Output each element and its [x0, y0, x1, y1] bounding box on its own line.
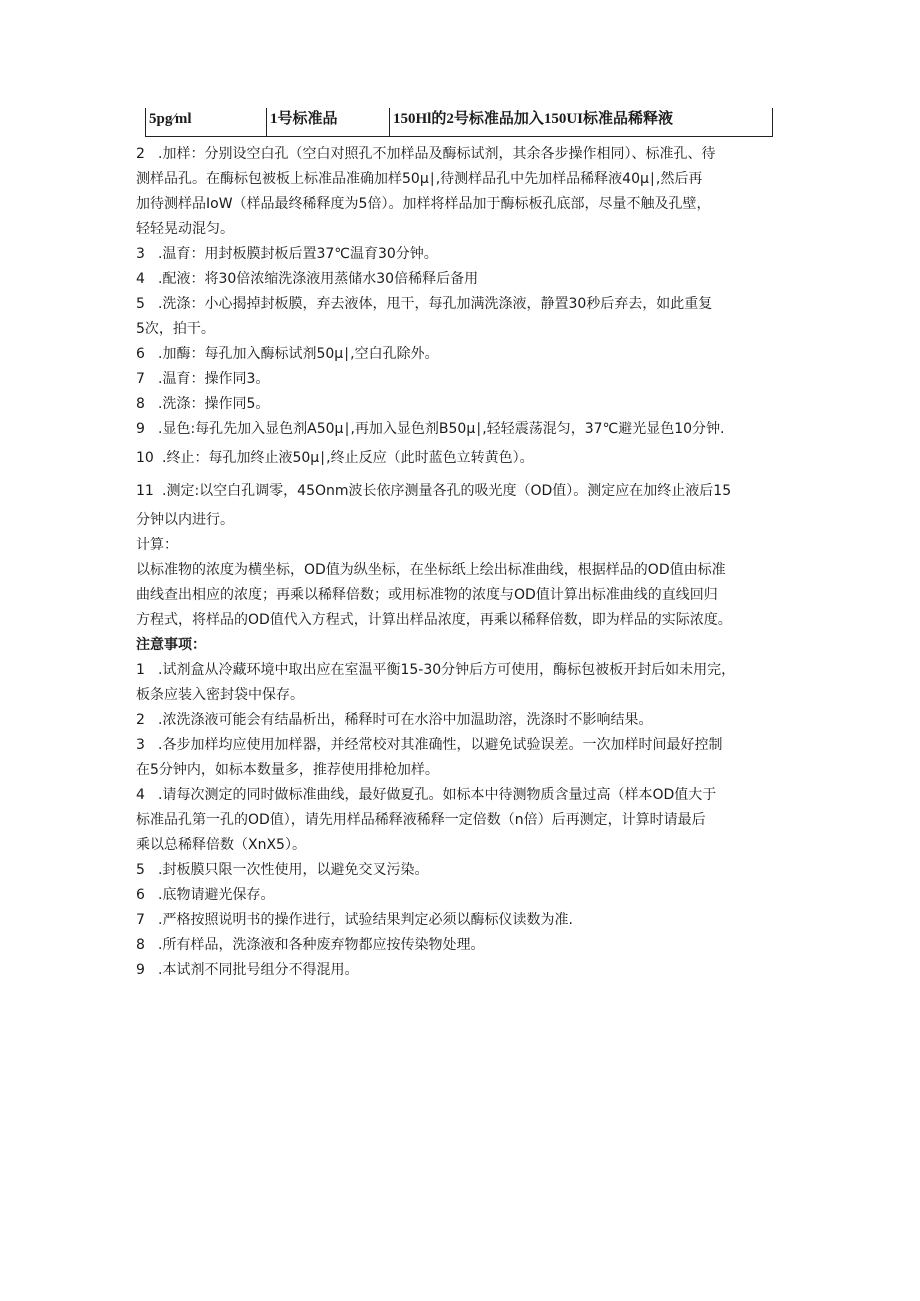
step-number: 11 — [136, 483, 154, 499]
calc-line-2: 曲线查出相应的浓度；再乘以稀释倍数；或用标准物的浓度与OD值计算出标准曲线的直线回归 — [136, 587, 718, 603]
step-5-line-2: 5次，拍干。 — [136, 321, 215, 337]
table-cell-standard-1: 1号标准品 — [267, 108, 390, 136]
document-body — [136, 142, 796, 983]
step-4: 4 .配液：将30倍浓缩洗涤液用蒸储水30倍稀释后备用 — [136, 267, 796, 292]
step-number: 9 — [136, 421, 145, 437]
step-2-line-1: 2 .加样：分别设空白孔（空白对照孔不加样品及酶标试剂，其余各步操作相同）、标准孔、待 — [136, 142, 796, 167]
step-11-line-1: 11 .测定:以空白孔调零，45Onm波长依序测量各孔的吸光度（OD值）。测定应在加终止液后15 — [136, 475, 796, 508]
note-3-line-1: 3 .各步加样均应使用加样器，并经常校对其准确性，以避免试验误差。一次加样时间最好控制 — [136, 733, 796, 758]
step-number: 10 — [136, 450, 154, 466]
table-cell-concentration: 5pg∕ml — [146, 108, 267, 136]
step-number: 3 — [136, 246, 145, 262]
note-8: 8 .所有样品，洗涤液和各种废弃物都应按传染物处理。 — [136, 933, 796, 958]
note-4-line-1: 4 .请每次测定的同时做标准曲线，最好做夏孔。如标本中待测物质含量过高（样本OD值大于 — [136, 783, 796, 808]
note-1-line-1: 1 .试剂盒从冷藏环境中取出应在室温平衡15-30分钟后方可使用，酶标包被板开封后如未用完， — [136, 658, 796, 683]
standard-table-row — [145, 108, 773, 137]
step-number: 5 — [136, 296, 145, 312]
step-8: 8 .洗涤：操作同5。 — [136, 392, 796, 417]
step-number: 4 — [136, 271, 145, 287]
note-number: 1 — [136, 662, 145, 678]
note-9: 9 .本试剂不同批号组分不得混用。 — [136, 958, 796, 983]
step-11-line-2: 分钟以内进行。 — [136, 512, 234, 528]
note-number: 9 — [136, 962, 145, 978]
note-4-line-2: 标准品孔第一孔的OD值），请先用样品稀释液稀释一定倍数（n倍）后再测定，计算时请最后 — [136, 812, 706, 828]
step-6: 6 .加酶：每孔加入酶标试剂50μ∣,空白孔除外。 — [136, 342, 796, 367]
step-number: 2 — [136, 146, 145, 162]
calc-line-3: 方程式，将样品的OD值代入方程式，计算出样品浓度，再乘以稀释倍数，即为样品的实际浓度。 — [136, 612, 732, 628]
step-number: 8 — [136, 396, 145, 412]
note-number: 5 — [136, 862, 145, 878]
note-2: 2 .浓洗涤液可能会有结晶析出，稀释时可在水浴中加温助溶，洗涤时不影响结果。 — [136, 708, 796, 733]
note-number: 4 — [136, 787, 145, 803]
note-number: 7 — [136, 912, 145, 928]
calc-heading: 计算： — [136, 537, 178, 553]
table-cell-dilution-note: 150Hl的2号标准品加入150UI标准品稀释液 — [393, 111, 674, 127]
calc-line-1: 以标准物的浓度为横坐标，OD值为纵坐标，在坐标纸上绘出标准曲线，根据样品的OD值由标准 — [136, 562, 726, 578]
step-9: 9 .显色:每孔先加入显色剂A50μ∣,再加入显色剂B50μ∣,轻轻震荡混匀，37℃避光显色10分钟. — [136, 417, 796, 442]
note-1-line-2: 板条应装入密封袋中保存。 — [136, 687, 304, 703]
step-2-line-2: 测样品孔。在酶标包被板上标准品准确加样50μ∣,待测样品孔中先加样品稀释液40μ∣,然后再 — [136, 171, 703, 187]
step-3: 3 .温育：用封板膜封板后置37℃温育30分钟。 — [136, 242, 796, 267]
note-6: 6 .底物请避光保存。 — [136, 883, 796, 908]
step-2-line-4: 轻轻晃动混匀。 — [136, 221, 234, 237]
note-number: 6 — [136, 887, 145, 903]
note-7: 7 .严格按照说明书的操作进行，试验结果判定必须以酶标仪读数为准. — [136, 908, 796, 933]
note-number: 8 — [136, 937, 145, 953]
note-3-line-2: 在5分钟内，如标本数量多，推荐使用排枪加样。 — [136, 762, 439, 778]
note-5: 5 .封板膜只限一次性使用，以避免交叉污染。 — [136, 858, 796, 883]
note-number: 2 — [136, 712, 145, 728]
step-2-line-3: 加待测样品IoW（样品最终稀释度为5倍）。加样将样品加于酶标板孔底部，尽量不触及孔壁， — [136, 196, 711, 212]
note-number: 3 — [136, 737, 145, 753]
step-5-line-1: 5 .洗涤：小心揭掉封板膜，弃去液体，甩干，每孔加满洗涤液，静置30秒后弃去，如此重复 — [136, 292, 796, 317]
note-4-line-3: 乘以总稀释倍数（XnX5）。 — [136, 837, 306, 853]
step-number: 7 — [136, 371, 145, 387]
step-10: 10 .终止：每孔加终止液50μ∣,终止反应（此时蓝色立转黄色）。 — [136, 442, 796, 475]
notes-heading: 注意事项： — [136, 637, 206, 653]
step-7: 7 .温育：操作同3。 — [136, 367, 796, 392]
step-number: 6 — [136, 346, 145, 362]
